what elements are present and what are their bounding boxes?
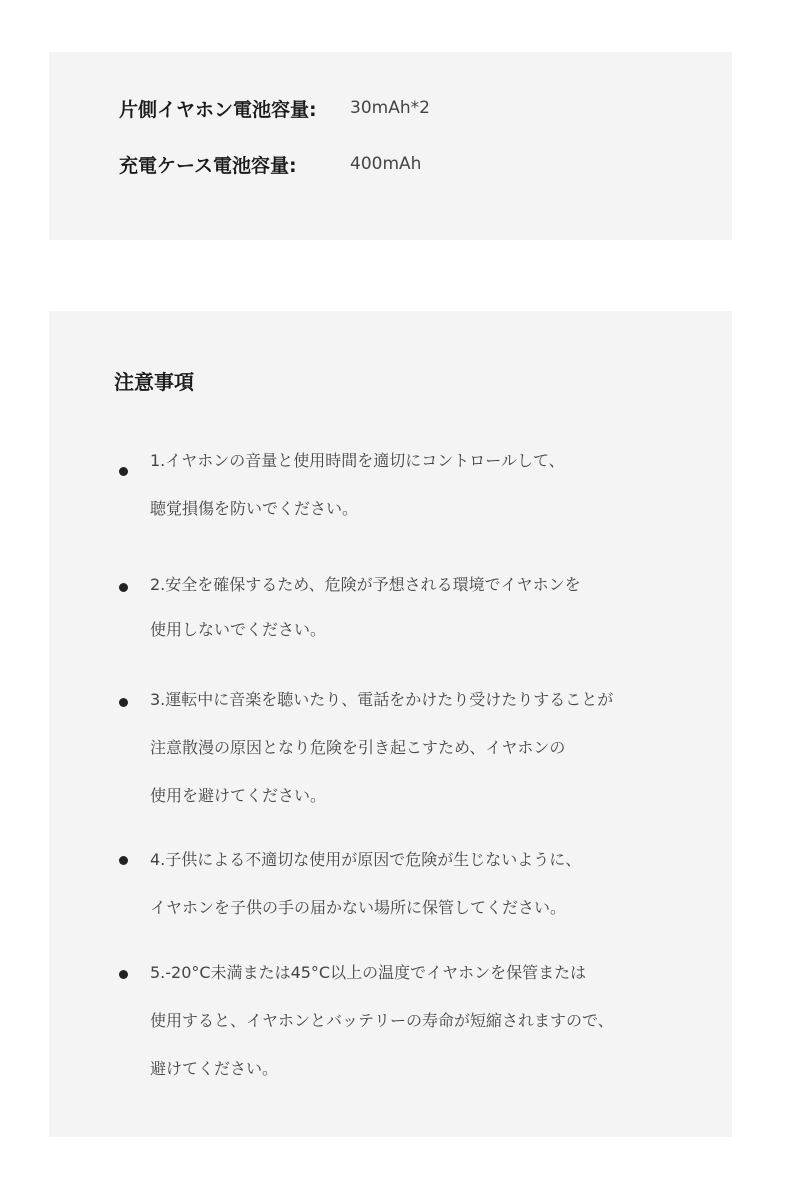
section-title: 注意事項: [114, 370, 194, 394]
note-text-line: 聴覚損傷を防いでください。: [150, 499, 359, 518]
note-text-line: イヤホンを子供の手の届かない場所に保管してください。: [150, 898, 567, 917]
note-text-line: 使用しないでください。: [150, 620, 327, 639]
spec-label: 充電ケース電池容量:: [119, 154, 297, 177]
precautions-panel: [49, 311, 732, 1137]
spec-value: 30mAh*2: [350, 98, 430, 118]
note-text-line: 使用を避けてください。: [150, 786, 327, 805]
spec-row-earbud-battery: [119, 93, 430, 123]
spec-label: 片側イヤホン電池容量:: [119, 98, 317, 121]
battery-specs-panel: [49, 52, 732, 240]
note-text-line: 避けてください。: [150, 1059, 279, 1078]
note-text-line: 3.運転中に音楽を聴いたり、電話をかけたり受けたりすることが: [150, 690, 614, 709]
spec-row-case-battery: [119, 149, 421, 179]
spec-value: 400mAh: [350, 154, 422, 174]
bullet-icon: [119, 856, 128, 865]
bullet-icon: [119, 467, 128, 476]
note-text-line: 5.-20°C未満または45°C以上の温度でイヤホンを保管または: [150, 963, 587, 982]
note-text-line: 1.イヤホンの音量と使用時間を適切にコントロールして、: [150, 451, 565, 470]
note-text-line: 使用すると、イヤホンとバッテリーの寿命が短縮されますので、: [150, 1011, 614, 1030]
bullet-icon: [119, 698, 128, 707]
note-text-line: 2.安全を確保するため、危険が予想される環境でイヤホンを: [150, 575, 581, 594]
bullet-icon: [119, 583, 128, 592]
bullet-icon: [119, 970, 128, 979]
note-text-line: 注意散漫の原因となり危険を引き起こすため、イヤホンの: [150, 738, 566, 757]
note-text-line: 4.子供による不適切な使用が原因で危険が生じないように、: [150, 850, 582, 869]
